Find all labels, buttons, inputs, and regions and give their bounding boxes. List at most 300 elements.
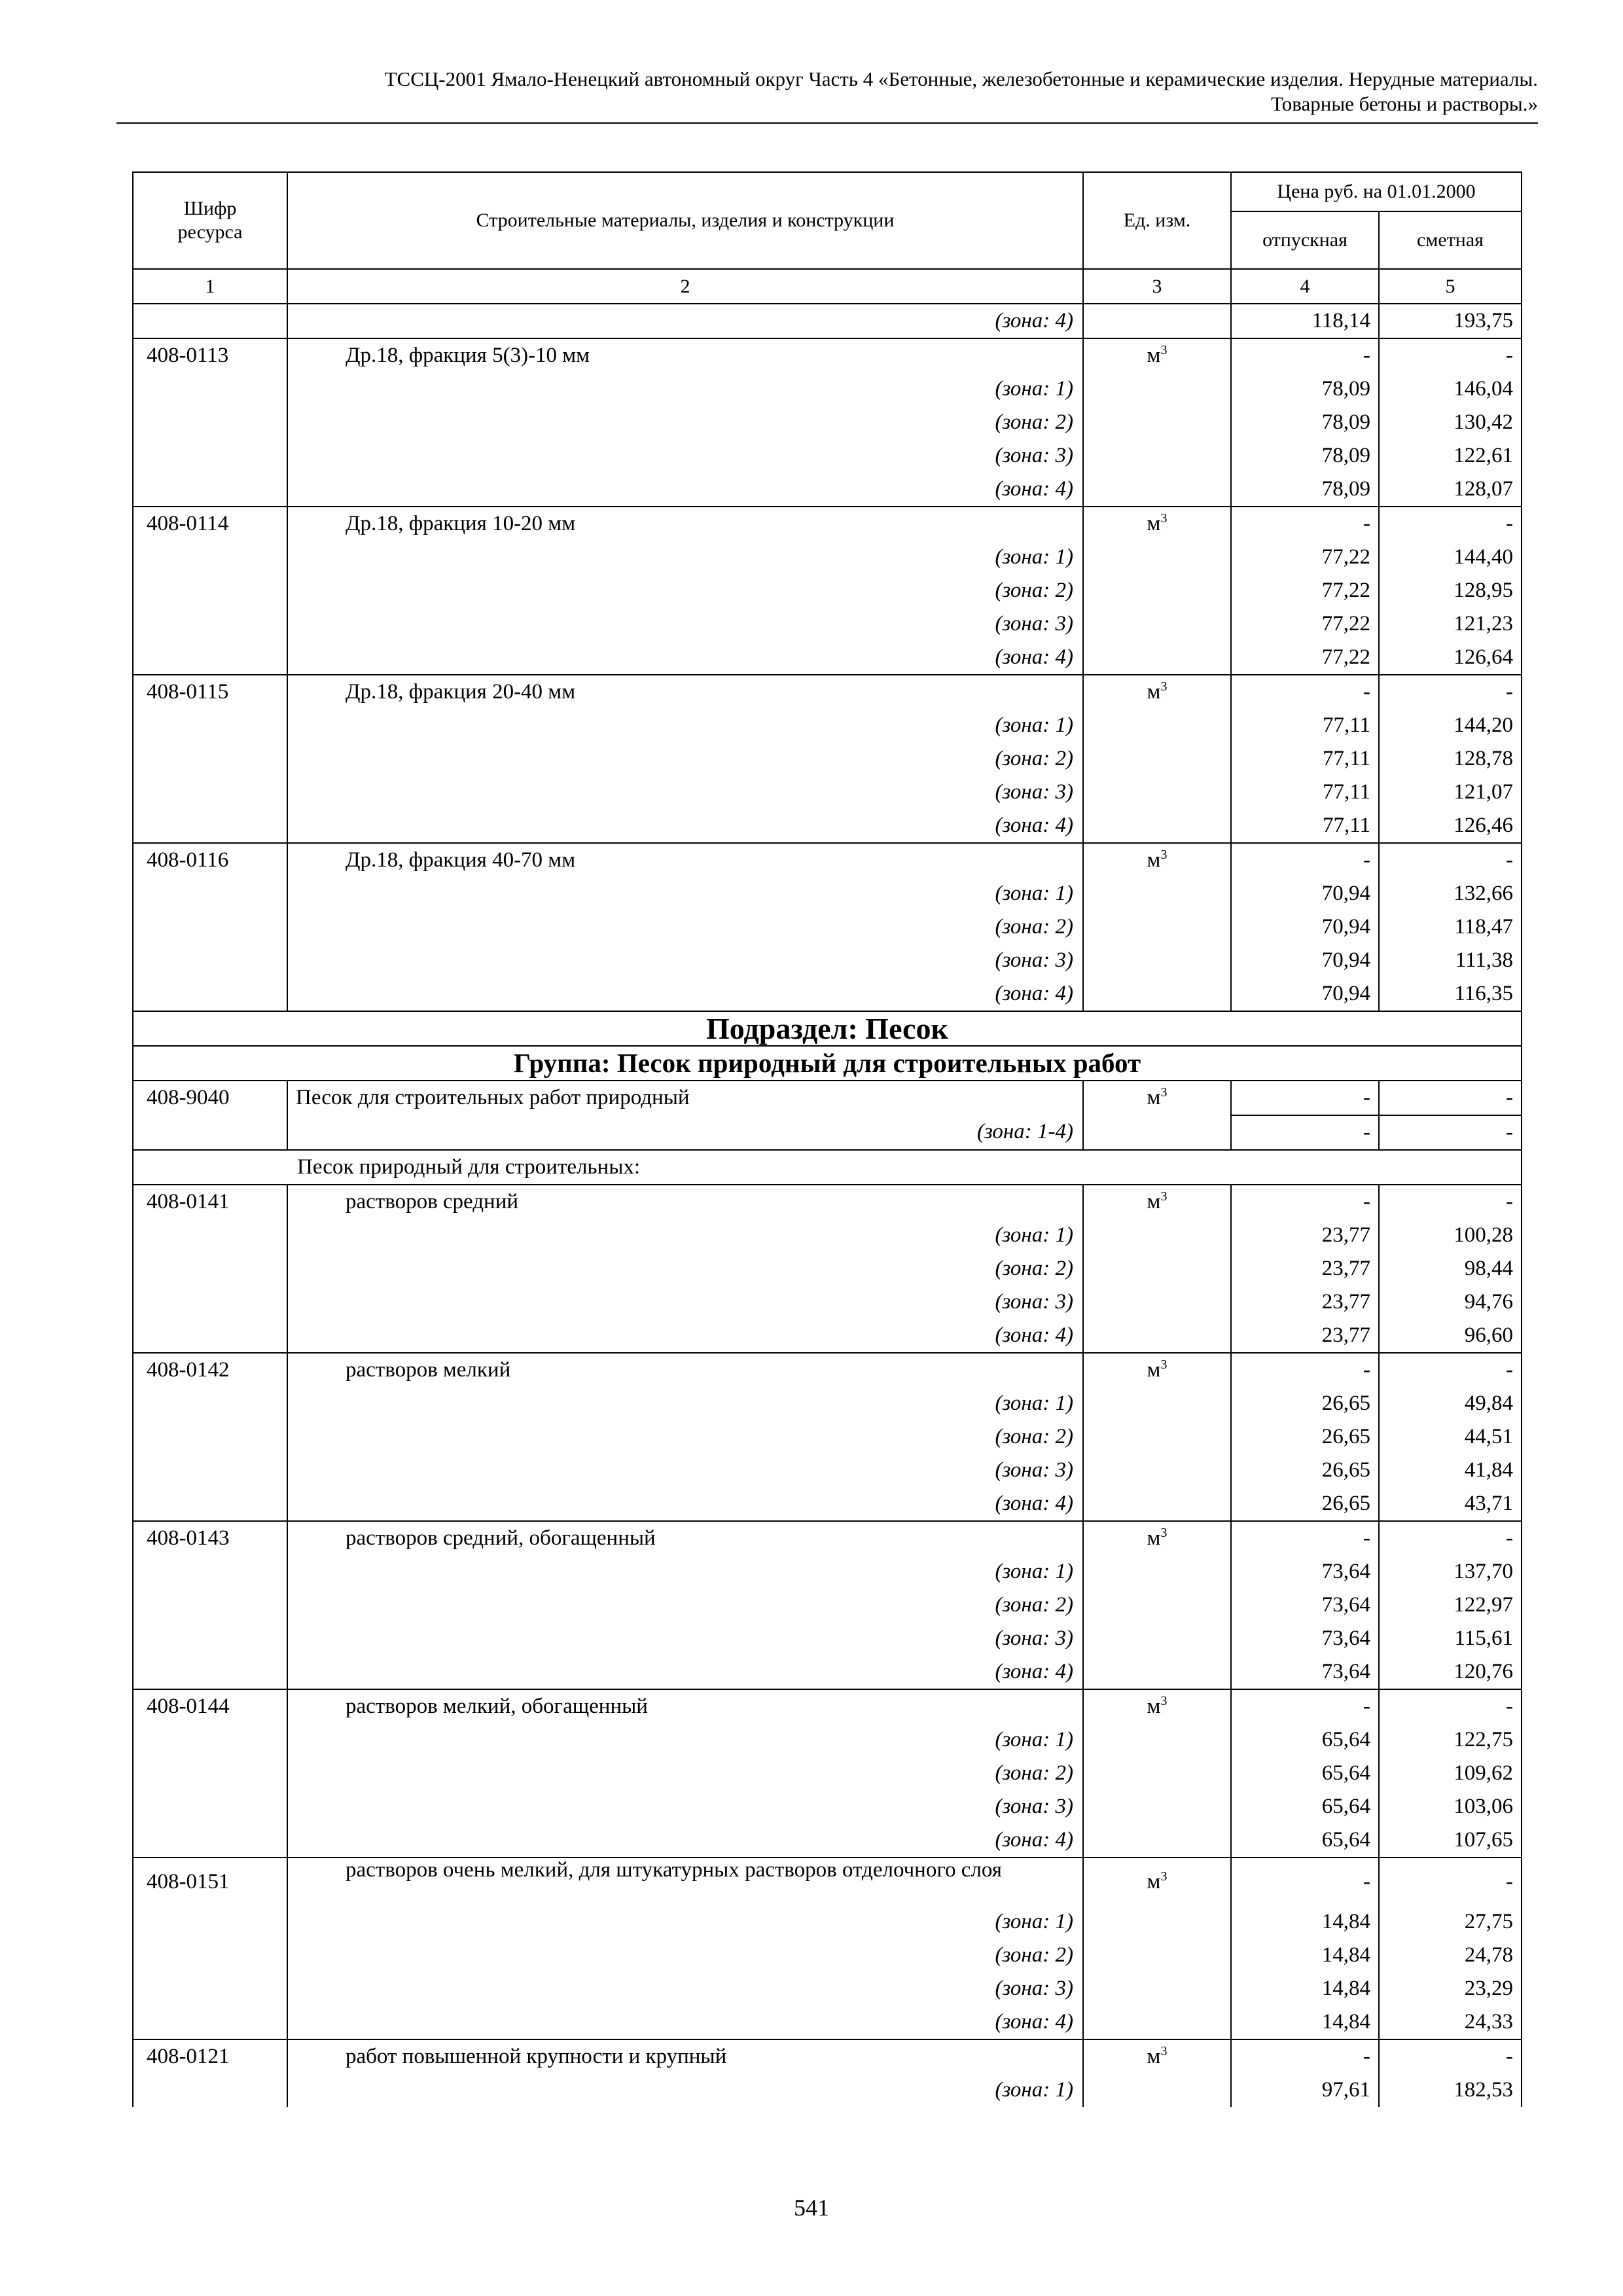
zone-label: (зона: 2) [287, 1420, 1083, 1454]
zone-label: (зона: 4) [287, 473, 1083, 507]
price-estimate: 109,62 [1379, 1757, 1522, 1790]
empty-cell [1083, 1285, 1231, 1319]
zone-row [133, 1972, 1522, 2005]
empty-cell [1083, 2005, 1231, 2039]
col-header-price: Цена руб. на 01.01.2000 [1231, 172, 1522, 211]
price-release: 70,94 [1231, 977, 1379, 1011]
unit-exponent: 3 [1160, 1189, 1168, 1204]
price-estimate: 23,29 [1379, 1972, 1522, 2005]
price-estimate: 49,84 [1379, 1387, 1522, 1420]
empty-cell [1083, 776, 1231, 809]
price-estimate: 122,97 [1379, 1588, 1522, 1622]
empty-cell [133, 541, 287, 574]
item-row [133, 2039, 1522, 2073]
price-estimate: 128,78 [1379, 742, 1522, 776]
price-release: - [1231, 1353, 1379, 1387]
empty-cell [133, 2073, 287, 2107]
price-release: 14,84 [1231, 2005, 1379, 2039]
unit-exponent: 3 [1160, 1357, 1168, 1372]
price-release: 23,77 [1231, 1252, 1379, 1285]
item-row [133, 675, 1522, 709]
zone-row [133, 1285, 1522, 1319]
empty-cell [133, 1972, 287, 2005]
empty-cell [133, 1588, 287, 1622]
empty-cell [133, 439, 287, 473]
zone-row [133, 1387, 1522, 1420]
unit-text: м [1147, 512, 1161, 535]
subsection-title: Подраздел: Песок [133, 1011, 1522, 1046]
col-number-5: 5 [1379, 269, 1522, 304]
zone-label: (зона: 3) [287, 1285, 1083, 1319]
resource-code: 408-0144 [133, 1689, 287, 1723]
price-estimate: 146,04 [1379, 372, 1522, 406]
price-estimate: 126,64 [1379, 641, 1522, 675]
material-name: растворов средний [287, 1185, 1083, 1219]
zone-label: (зона: 3) [287, 1790, 1083, 1823]
zone-label: (зона: 4) [287, 1655, 1083, 1689]
price-estimate: 100,28 [1379, 1219, 1522, 1252]
price-estimate: 118,47 [1379, 910, 1522, 944]
empty-cell [133, 1939, 287, 1972]
subsection-row [133, 1011, 1522, 1046]
zone-label: (зона: 1) [287, 541, 1083, 574]
zone-row [133, 1487, 1522, 1521]
price-release: 73,64 [1231, 1588, 1379, 1622]
empty-cell [133, 1252, 287, 1285]
price-release: - [1231, 1185, 1379, 1219]
empty-cell [133, 809, 287, 843]
group-title: Группа: Песок природный для строительных работ [133, 1046, 1522, 1081]
price-release: 77,22 [1231, 607, 1379, 641]
zone-row [133, 977, 1522, 1011]
zone-label: (зона: 1) [287, 1387, 1083, 1420]
price-release: 14,84 [1231, 1905, 1379, 1939]
price-estimate: 111,38 [1379, 944, 1522, 977]
price-table [132, 171, 1522, 2107]
empty-cell [1083, 1252, 1231, 1285]
empty-cell [133, 1115, 287, 1150]
empty-cell [133, 1823, 287, 1857]
empty-cell [133, 1219, 287, 1252]
unit-text: м [1147, 1358, 1161, 1382]
unit-cell [1083, 1857, 1231, 1905]
zone-row [133, 809, 1522, 843]
empty-cell [1083, 910, 1231, 944]
empty-cell [133, 1757, 287, 1790]
zone-label: (зона: 4) [287, 809, 1083, 843]
zone-row [133, 607, 1522, 641]
price-release: 14,84 [1231, 1939, 1379, 1972]
price-release: 77,22 [1231, 541, 1379, 574]
zone-label: (зона: 4) [287, 1487, 1083, 1521]
item-row [133, 1857, 1522, 1905]
price-release: 77,11 [1231, 809, 1379, 843]
price-estimate: 103,06 [1379, 1790, 1522, 1823]
empty-cell [133, 1454, 287, 1487]
zone-row [133, 1823, 1522, 1857]
price-estimate: 98,44 [1379, 1252, 1522, 1285]
empty-cell [133, 1905, 287, 1939]
price-release: - [1231, 843, 1379, 877]
zone-label: (зона: 2) [287, 1588, 1083, 1622]
empty-cell [1083, 473, 1231, 507]
zone-row [133, 439, 1522, 473]
resource-code: 408-0115 [133, 675, 287, 709]
zone-row [133, 877, 1522, 910]
group-row [133, 1046, 1522, 1081]
price-release: - [1231, 1081, 1379, 1115]
empty-cell [1083, 1319, 1231, 1353]
price-estimate: 41,84 [1379, 1454, 1522, 1487]
price-estimate: - [1379, 1185, 1522, 1219]
unit-cell [1083, 507, 1231, 541]
unit-exponent: 3 [1160, 343, 1168, 357]
price-estimate: 182,53 [1379, 2073, 1522, 2107]
zone-row [133, 641, 1522, 675]
empty-cell [1083, 2073, 1231, 2107]
price-release: - [1231, 1521, 1379, 1555]
empty-cell [133, 2005, 287, 2039]
item-row [133, 1689, 1522, 1723]
price-estimate: - [1379, 338, 1522, 372]
empty-cell [133, 1487, 287, 1521]
price-release: 78,09 [1231, 473, 1379, 507]
price-estimate: 121,07 [1379, 776, 1522, 809]
empty-cell [133, 1655, 287, 1689]
zone-row [133, 910, 1522, 944]
unit-text: м [1147, 344, 1161, 367]
zone-label: (зона: 1-4) [287, 1115, 1083, 1150]
unit-cell [1083, 1353, 1231, 1387]
empty-cell [1083, 1219, 1231, 1252]
col-header-estimate: сметная [1379, 211, 1522, 269]
unit-exponent: 3 [1160, 848, 1168, 862]
col-number-3: 3 [1083, 269, 1231, 304]
col-number-4: 4 [1231, 269, 1379, 304]
material-name: Др.18, фракция 10-20 мм [287, 507, 1083, 541]
empty-cell [133, 1790, 287, 1823]
price-estimate: - [1379, 1521, 1522, 1555]
empty-cell [1083, 1655, 1231, 1689]
empty-cell [1083, 1823, 1231, 1857]
col-header-code: Шифр ресурса [133, 172, 287, 269]
price-estimate: 120,76 [1379, 1655, 1522, 1689]
empty-cell [1083, 1622, 1231, 1655]
material-name: растворов мелкий [287, 1353, 1083, 1387]
resource-code: 408-0142 [133, 1353, 287, 1387]
zone-row [133, 473, 1522, 507]
price-release: 77,22 [1231, 574, 1379, 607]
price-estimate: 107,65 [1379, 1823, 1522, 1857]
unit-text: м [1147, 1526, 1161, 1550]
material-name: работ повышенной крупности и крупный [287, 2039, 1083, 2073]
zone-row [133, 1420, 1522, 1454]
zone-label: (зона: 1) [287, 1219, 1083, 1252]
price-release: 73,64 [1231, 1655, 1379, 1689]
unit-text: м [1147, 848, 1161, 872]
zone-row [133, 1588, 1522, 1622]
price-release: 77,22 [1231, 641, 1379, 675]
price-release: - [1231, 1857, 1379, 1905]
empty-cell [133, 1723, 287, 1757]
price-release: - [1231, 507, 1379, 541]
item-row [133, 338, 1522, 372]
col-header-release: отпускная [1231, 211, 1379, 269]
empty-cell [1083, 1905, 1231, 1939]
unit-exponent: 3 [1160, 511, 1168, 526]
zone-row [133, 1723, 1522, 1757]
empty-cell [133, 607, 287, 641]
empty-cell [1083, 372, 1231, 406]
zone-row [133, 1219, 1522, 1252]
price-table-body [133, 172, 1522, 2107]
unit-cell [1083, 1185, 1231, 1219]
zone-row [133, 1757, 1522, 1790]
unit-exponent: 3 [1160, 1869, 1168, 1884]
material-name: Др.18, фракция 20-40 мм [287, 675, 1083, 709]
item-row [133, 843, 1522, 877]
material-name: растворов мелкий, обогащенный [287, 1689, 1083, 1723]
resource-code: 408-0121 [133, 2039, 287, 2073]
empty-cell [1083, 809, 1231, 843]
zone-row [133, 1622, 1522, 1655]
zone-label: (зона: 1) [287, 372, 1083, 406]
zone-row [133, 541, 1522, 574]
zone-label: (зона: 2) [287, 1939, 1083, 1972]
unit-text: м [1147, 1870, 1161, 1893]
zone-label: (зона: 1) [287, 1905, 1083, 1939]
col-number-2: 2 [287, 269, 1083, 304]
zone-row [133, 2005, 1522, 2039]
item-row [133, 1185, 1522, 1219]
empty-cell [1083, 944, 1231, 977]
price-estimate: 144,20 [1379, 709, 1522, 742]
price-estimate: 116,35 [1379, 977, 1522, 1011]
unit-cell [1083, 1689, 1231, 1723]
note-row [133, 1150, 1522, 1185]
price-estimate: 27,75 [1379, 1905, 1522, 1939]
price-release: 118,14 [1231, 304, 1379, 338]
item-row [133, 1521, 1522, 1555]
empty-cell [133, 1285, 287, 1319]
price-release: - [1231, 1115, 1379, 1150]
price-release: 26,65 [1231, 1487, 1379, 1521]
price-estimate: 193,75 [1379, 304, 1522, 338]
zone-row [133, 1939, 1522, 1972]
material-name: Др.18, фракция 5(3)-10 мм [287, 338, 1083, 372]
empty-cell [133, 776, 287, 809]
resource-code: 408-0114 [133, 507, 287, 541]
price-release: 14,84 [1231, 1972, 1379, 2005]
zone-row [133, 574, 1522, 607]
zone-label: (зона: 1) [287, 709, 1083, 742]
empty-cell [1083, 1972, 1231, 2005]
zone-label: (зона: 2) [287, 910, 1083, 944]
zone-label: (зона: 3) [287, 776, 1083, 809]
price-release: 78,09 [1231, 406, 1379, 439]
price-release: 23,77 [1231, 1219, 1379, 1252]
price-estimate: 126,46 [1379, 809, 1522, 843]
price-estimate: 128,07 [1379, 473, 1522, 507]
zone-row [133, 1790, 1522, 1823]
zone-label: (зона: 4) [287, 1823, 1083, 1857]
zone-label: (зона: 1) [287, 2073, 1083, 2107]
empty-cell [1083, 877, 1231, 910]
empty-cell [1083, 1939, 1231, 1972]
price-estimate: 24,78 [1379, 1939, 1522, 1972]
price-release: 78,09 [1231, 372, 1379, 406]
page-header [116, 67, 1538, 117]
zone-label: (зона: 2) [287, 1757, 1083, 1790]
zone-label: (зона: 3) [287, 944, 1083, 977]
empty-cell [1083, 406, 1231, 439]
zone-label: (зона: 4) [287, 977, 1083, 1011]
price-estimate: - [1379, 675, 1522, 709]
unit-cell [1083, 2039, 1231, 2073]
price-estimate: 144,40 [1379, 541, 1522, 574]
price-estimate: - [1379, 1689, 1522, 1723]
price-release: - [1231, 1689, 1379, 1723]
resource-code: 408-0141 [133, 1185, 287, 1219]
price-estimate: 43,71 [1379, 1487, 1522, 1521]
unit-exponent: 3 [1160, 679, 1168, 694]
empty-cell [133, 1387, 287, 1420]
price-release: - [1231, 675, 1379, 709]
price-estimate: 137,70 [1379, 1555, 1522, 1588]
empty-cell [1083, 541, 1231, 574]
empty-cell [133, 1420, 287, 1454]
unit-cell [1083, 843, 1231, 877]
material-name: Песок для строительных работ природный [287, 1081, 1083, 1115]
zone-row [133, 1905, 1522, 1939]
price-estimate: - [1379, 2039, 1522, 2073]
empty-cell [1083, 742, 1231, 776]
item-row [133, 1353, 1522, 1387]
empty-cell [133, 709, 287, 742]
price-release: 73,64 [1231, 1555, 1379, 1588]
zone-row [133, 372, 1522, 406]
price-release: 65,64 [1231, 1757, 1379, 1790]
zone-row [133, 1252, 1522, 1285]
material-name: Др.18, фракция 40-70 мм [287, 843, 1083, 877]
price-release: 70,94 [1231, 910, 1379, 944]
price-estimate: - [1379, 1081, 1522, 1115]
price-estimate: 128,95 [1379, 574, 1522, 607]
page-number: 541 [794, 2195, 829, 2221]
empty-cell [133, 574, 287, 607]
zone-row [133, 406, 1522, 439]
zone-row [133, 1655, 1522, 1689]
empty-cell [133, 944, 287, 977]
price-release: 26,65 [1231, 1420, 1379, 1454]
empty-cell [1083, 1723, 1231, 1757]
empty-cell [133, 1622, 287, 1655]
resource-code: 408-0151 [133, 1857, 287, 1905]
unit-cell [1083, 1521, 1231, 1555]
unit-exponent: 3 [1160, 2044, 1168, 2058]
unit-exponent: 3 [1160, 1694, 1168, 1708]
zone-label: (зона: 4) [287, 2005, 1083, 2039]
zone-row [133, 1454, 1522, 1487]
empty-cell [1083, 1387, 1231, 1420]
zone-row [133, 1319, 1522, 1353]
unit-cell [1083, 675, 1231, 709]
price-estimate: - [1379, 507, 1522, 541]
unit-cell [1083, 338, 1231, 372]
empty-cell [133, 473, 287, 507]
zone-label: (зона: 3) [287, 1622, 1083, 1655]
zone-label: (зона: 2) [287, 1252, 1083, 1285]
empty-cell [1083, 574, 1231, 607]
price-release: 97,61 [1231, 2073, 1379, 2107]
price-estimate: 130,42 [1379, 406, 1522, 439]
price-estimate: 132,66 [1379, 877, 1522, 910]
price-release: 77,11 [1231, 742, 1379, 776]
resource-code: 408-0143 [133, 1521, 287, 1555]
empty-cell [1083, 709, 1231, 742]
price-estimate: - [1379, 1857, 1522, 1905]
price-release: 77,11 [1231, 709, 1379, 742]
empty-cell [1083, 1757, 1231, 1790]
price-estimate: 44,51 [1379, 1420, 1522, 1454]
empty-cell [1083, 607, 1231, 641]
zone-row [133, 944, 1522, 977]
empty-cell [133, 1555, 287, 1588]
zone-label: (зона: 3) [287, 1972, 1083, 2005]
resource-code: 408-9040 [133, 1081, 287, 1115]
empty-cell [1083, 1790, 1231, 1823]
zone-label: (зона: 2) [287, 574, 1083, 607]
empty-cell [1083, 1487, 1231, 1521]
material-name: растворов очень мелкий, для штукатурных растворов отделочного слоя [287, 1857, 1083, 1905]
empty-cell [1083, 1454, 1231, 1487]
price-estimate: 96,60 [1379, 1319, 1522, 1353]
zone-label: (зона: 3) [287, 607, 1083, 641]
zone-label: (зона: 4) [287, 304, 1083, 338]
price-release: 23,77 [1231, 1285, 1379, 1319]
price-release: 70,94 [1231, 877, 1379, 910]
price-estimate: - [1379, 1353, 1522, 1387]
zone-row [133, 1115, 1522, 1150]
price-estimate: 115,61 [1379, 1622, 1522, 1655]
price-estimate: 121,23 [1379, 607, 1522, 641]
resource-code: 408-0113 [133, 338, 287, 372]
price-estimate: 122,75 [1379, 1723, 1522, 1757]
empty-cell [1083, 439, 1231, 473]
price-release: - [1231, 2039, 1379, 2073]
unit-cell [1083, 1081, 1231, 1115]
zone-label: (зона: 1) [287, 1723, 1083, 1757]
zone-label: (зона: 2) [287, 406, 1083, 439]
price-estimate: 24,33 [1379, 2005, 1522, 2039]
col-header-name: Строительные материалы, изделия и конструкции [287, 172, 1083, 269]
price-release: 70,94 [1231, 944, 1379, 977]
price-estimate: - [1379, 1115, 1522, 1150]
empty-cell [133, 372, 287, 406]
zone-label: (зона: 1) [287, 1555, 1083, 1588]
resource-code: 408-0116 [133, 843, 287, 877]
price-release: 78,09 [1231, 439, 1379, 473]
price-estimate: 122,61 [1379, 439, 1522, 473]
empty-cell [1083, 641, 1231, 675]
price-estimate: - [1379, 843, 1522, 877]
empty-cell [133, 742, 287, 776]
unit-text: м [1147, 1190, 1161, 1213]
zone-row [133, 742, 1522, 776]
price-release: 65,64 [1231, 1823, 1379, 1857]
zone-row [133, 2073, 1522, 2107]
zone-row [133, 709, 1522, 742]
